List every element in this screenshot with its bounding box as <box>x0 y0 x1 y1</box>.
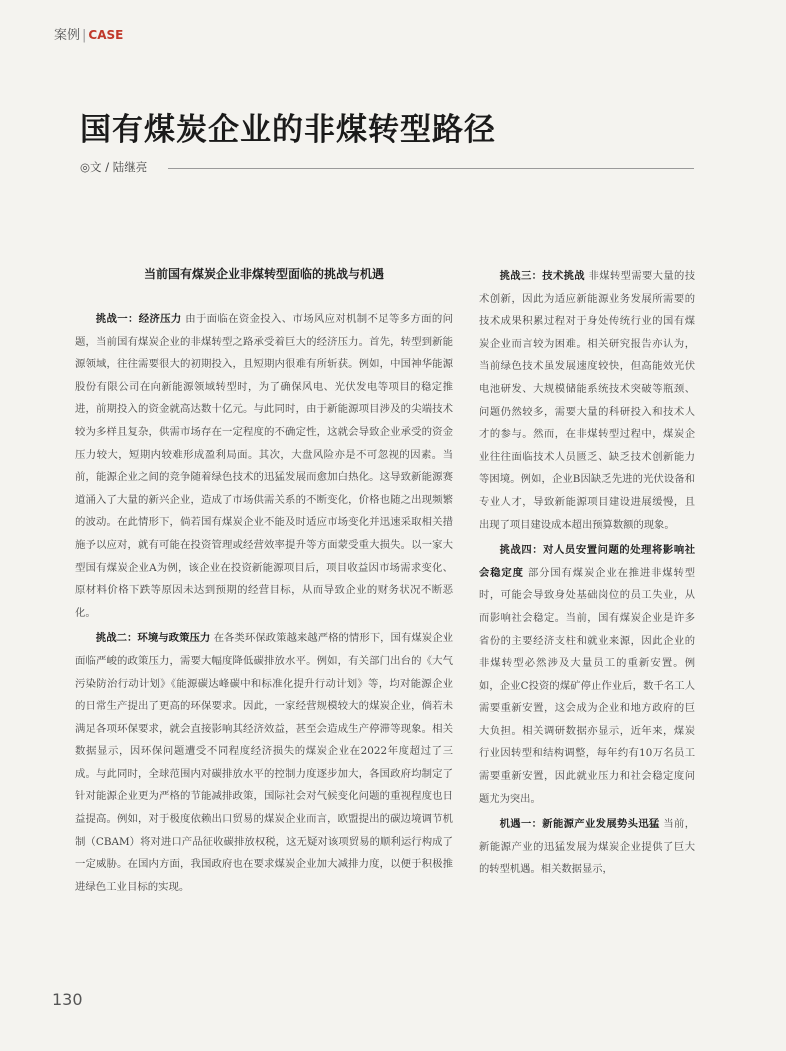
paragraph-text: 由于面临在资金投入、市场风应对机制不足等多方面的问题，当前国有煤炭企业的非煤转型之路承受着巨大的经济压力。首先，转型到新能源领域，往往需要很大的初期投入，且短期内很难有所斩获。例如，中国神华能源股份有限公司在向新能源领域转型时，为了确保风电、光伏发电等项目的稳定推进，前期投入的资金就高达数十亿元。与此同时，由于新能源项目涉及的尖端技术较为多样且复杂，供需市场存在一定程度的不确定性，这就会导致企业承受的资金压力较大，短期内较难形成盈利局面。其次，大盘风险亦是不可忽视的因素。当前，能源企业之间的竞争随着绿色技术的迅猛发展而愈加白热化。这导致新能源赛道涌入了大量的新兴企业，造成了市场供需关系的不断变化，价格也随之出现频繁的波动。在此情形下，倘若国有煤炭企业不能及时适应市场变化并迅速采取相关措施予以应对，就有可能在投资管理或经营效率提升等方面蒙受重大损失。以一家大型国有煤炭企业A为例，该企业在投资新能源项目后，项目收益因市场需求变化、原材料价格下跌等原因未达到预期的经营目标，从而导致企业的财务状况不断恶化。 <box>75 313 453 619</box>
section-label: 案例 <box>54 28 81 43</box>
byline-divider <box>168 168 694 169</box>
section-tag <box>54 24 123 43</box>
left-column <box>75 265 453 901</box>
right-column <box>479 265 695 884</box>
paragraph-opportunity-1 <box>479 813 695 881</box>
paragraph-text: 部分国有煤炭企业在推进非煤转型时，可能会导致身处基础岗位的员工失业，从而影响社会稳定。当前，国有煤炭企业是许多省份的主要经济支柱和就业来源，因此企业的非煤转型必然涉及大量员工的重新安置。例如，企业C投资的煤矿停止作业后，数千名工人需要重新安置，这会成为企业和地方政府的巨大负担。相关调研数据亦显示，近年来，煤炭行业因转型和结构调整，每年约有10万名员工需要重新安置，因此就业压力和社会稳定度问题尤为突出。 <box>479 566 696 805</box>
paragraph-challenge-2 <box>75 627 453 898</box>
paragraph-lead: 挑战四：对人员安置问题的处理将影响社会稳定度 <box>479 544 695 579</box>
section-separator: | <box>82 28 87 43</box>
paragraph-challenge-1 <box>75 308 453 624</box>
section-heading: 当前国有煤炭企业非煤转型面临的挑战与机遇 <box>143 267 384 281</box>
paragraph-lead: 挑战三：技术挑战 <box>499 270 585 282</box>
paragraph-lead: 机遇一：新能源产业发展势头迅猛 <box>499 818 660 831</box>
paragraph-text: 当前，新能源产业的迅猛发展为煤炭企业提供了巨大的转型机遇。相关数据显示， <box>479 818 695 876</box>
article-title: 国有煤炭企业的非煤转型路径 <box>80 112 496 148</box>
paragraph-lead: 挑战一：经济压力 <box>95 313 182 325</box>
paragraph-challenge-4 <box>479 539 695 810</box>
page-number: 130 <box>52 990 83 1009</box>
author-byline: ◎文 / 陆继亮 <box>80 160 148 174</box>
paragraph-text: 非煤转型需要大量的技术创新，因此为适应新能源业务发展所需要的技术成果积累过程对于身处传统行业的国有煤炭企业而言较为困难。相关研究报告亦认为，当前绿色技术虽发展速度较快，但高能效光伏电池研发、大规模储能系统技术突破等瓶颈、问题仍然较多，需要大量的科研投入和技术人才的参与。然而，在非煤转型过程中，煤炭企业往往面临技术人员匮乏、缺乏技术创新能力等困境。例如，企业B因缺乏先进的光伏设备和专业人才，导致新能源项目建设进展缓慢，且出现了项目建设成本超出预算数额的现象。 <box>479 270 695 531</box>
paragraph-lead: 挑战二：环境与政策压力 <box>95 632 211 645</box>
paragraph-text: 在各类环保政策越来越严格的情形下，国有煤炭企业面临严峻的政策压力，需要大幅度降低碳排放水平。例如，有关部门出台的《大气污染防治行动计划》《能源碳达峰碳中和标准化提升行动计划》等，均对能源企业的日常生产提出了更高的环保要求。因此，一家经营规模较大的煤炭企业，倘若未满足各项环保要求，就会直接影响其经济效益，甚至会造成生产停滞等现象。相关数据显示，因环保问题遭受不同程度经济损失的煤炭企业在2022年度超过了三成。与此同时，全球范围内对碳排放水平的控制力度逐步加大，各国政府均制定了针对能源企业更为严格的节能减排政策，国际社会对气候变化问题的重视程度也日益提高。例如，对于极度依赖出口贸易的煤炭企业而言，欧盟提出的碳边境调节机制（CBAM）将对进口产品征收碳排放权税，这无疑对该项贸易的顺利运行构成了一定威胁。在国内方面，我国政府也在要求煤炭企业加大减排力度，以便于积极推进绿色工业目标的实现。 <box>75 632 453 893</box>
paragraph-challenge-3 <box>479 265 695 536</box>
case-label: CASE <box>88 28 124 42</box>
